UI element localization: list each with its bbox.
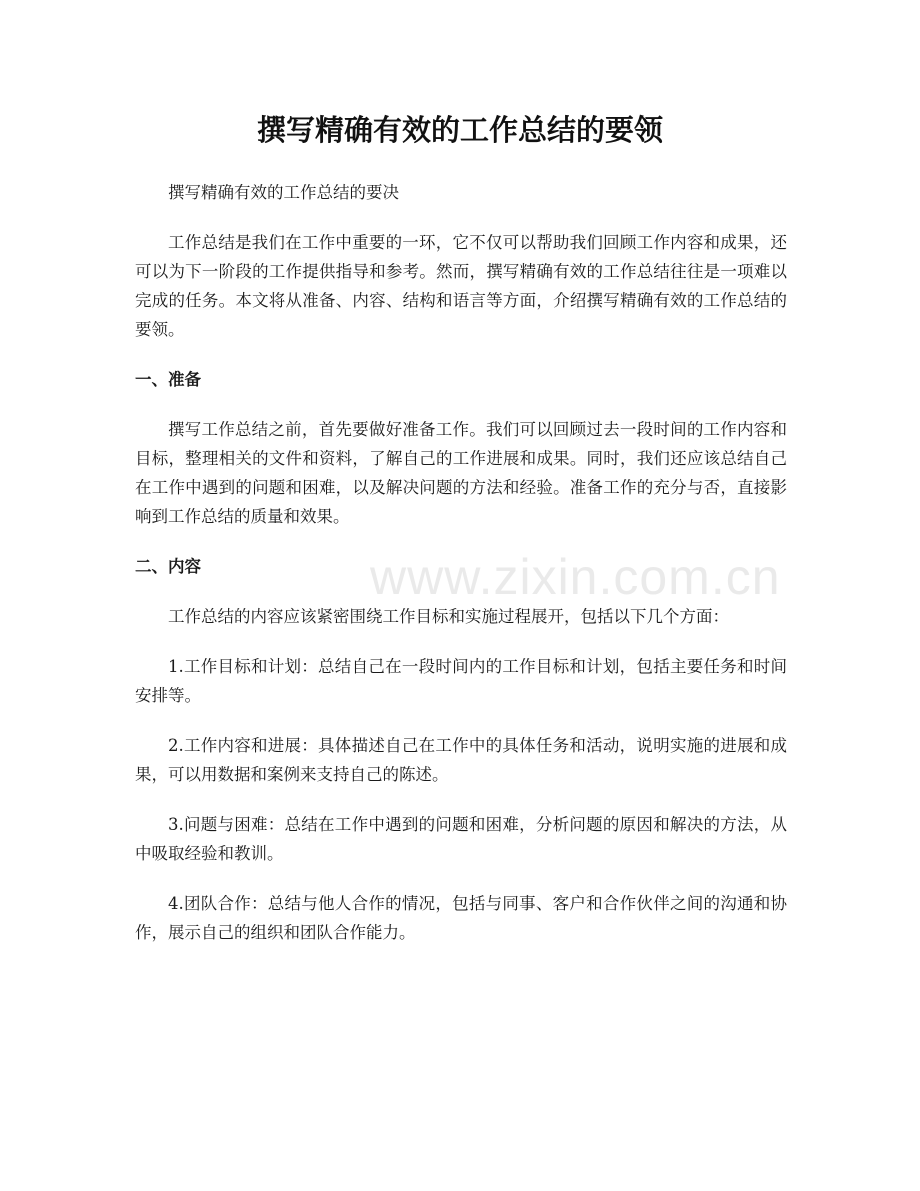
content-intro-paragraph: 工作总结的内容应该紧密围绕工作目标和实施过程展开，包括以下几个方面： (168, 607, 729, 626)
list-item-goals: 1.工作目标和计划：总结自己在一段时间内的工作目标和计划，包括主要任务和时间安排等。 (135, 657, 787, 705)
intro-paragraph: 工作总结是我们在工作中重要的一环，它不仅可以帮助我们回顾工作内容和成果，还可以为下一阶段的工作提供指导和参考。然而，撰写精确有效的工作总结往往是一项难以完成的任务。本文将从准备、内容、结构和语言等方面，介绍撰写精确有效的工作总结的要领。 (135, 233, 787, 339)
section-heading-content: 二、内容 (135, 557, 201, 576)
document-body (135, 178, 787, 968)
section-heading-preparation: 一、准备 (135, 370, 201, 389)
list-item-teamwork: 4.团队合作：总结与他人合作的情况，包括与同事、客户和合作伙伴之间的沟通和协作，展示自己的组织和团队合作能力。 (135, 894, 787, 942)
page-title: 撰写精确有效的工作总结的要领 (256, 113, 663, 147)
preparation-paragraph: 撰写工作总结之前，首先要做好准备工作。我们可以回顾过去一段时间的工作内容和目标，整理相关的文件和资料，了解自己的工作进展和成果。同时，我们还应该总结自己在工作中遇到的问题和困难，以及解决问题的方法和经验。准备工作的充分与否，直接影响到工作总结的质量和效果。 (135, 420, 787, 526)
subtitle-paragraph: 撰写精确有效的工作总结的要决 (168, 183, 399, 202)
list-item-progress: 2.工作内容和进展：具体描述自己在工作中的具体任务和活动，说明实施的进展和成果，可以用数据和案例来支持自己的陈述。 (135, 736, 787, 784)
watermark: www.zixin.com.cn (370, 549, 781, 605)
list-item-problems: 3.问题与困难：总结在工作中遇到的问题和困难，分析问题的原因和解决的方法，从中吸取经验和教训。 (135, 815, 787, 863)
